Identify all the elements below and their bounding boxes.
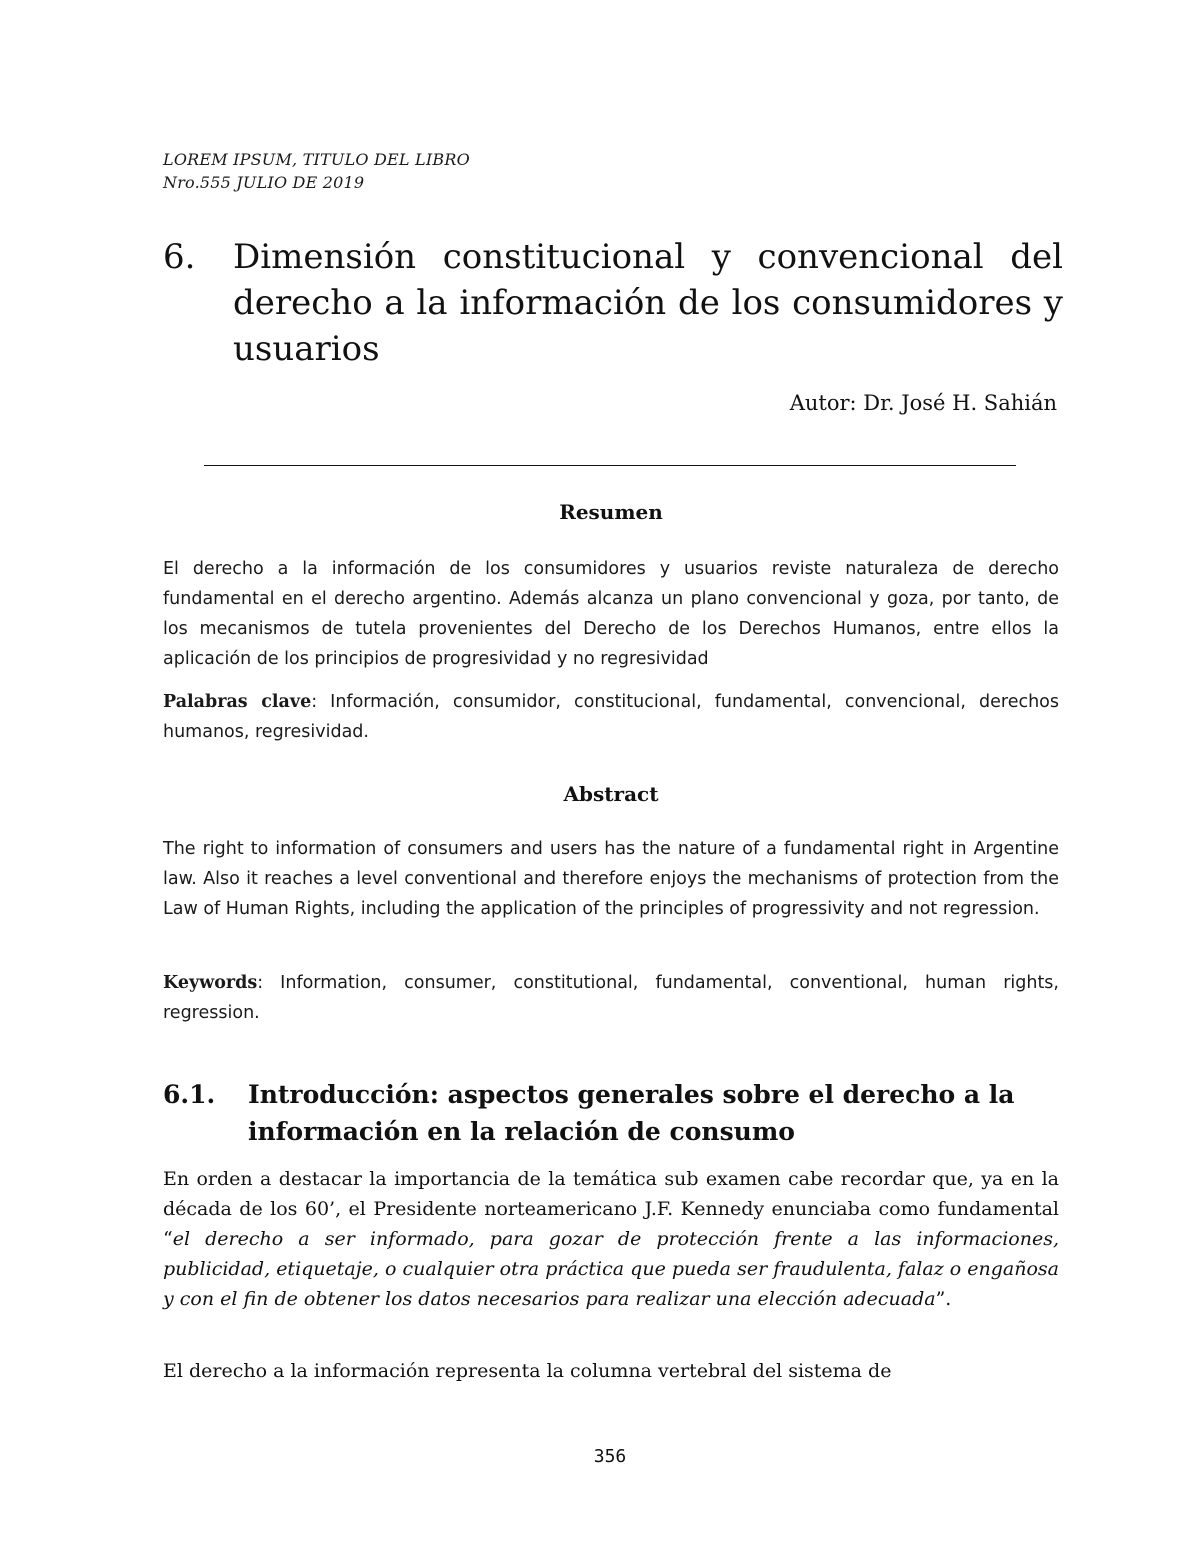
keywords-label-es: Palabras clave bbox=[163, 692, 312, 712]
issue-info: Nro.555 JULIO DE 2019 bbox=[163, 173, 365, 192]
resumen-keywords bbox=[163, 687, 1059, 747]
chapter-title-text: Dimensión constitucional y convencional del derecho a la información de los consumidores y usuarios bbox=[233, 237, 1063, 369]
abstract-keywords bbox=[163, 968, 1059, 1028]
abstract-heading: Abstract bbox=[563, 782, 659, 806]
paragraph-1-end: ”. bbox=[935, 1288, 952, 1310]
chapter-title bbox=[163, 234, 1063, 372]
kennedy-quote: el derecho a ser informado, para gozar de protección frente a las informaciones, publicidad, etiquetaje, o cualquier otra práctica que pueda ser fraudulenta, falaz o engañosa y con el fin de obtener los datos necesarios para realizar una elección adecuada bbox=[163, 1228, 1059, 1310]
author-line: Autor: Dr. José H. Sahián bbox=[789, 391, 1057, 415]
keywords-label-en: Keywords bbox=[163, 973, 258, 993]
section-title: Introducción: aspectos generales sobre el derecho a la información en la relación de consumo bbox=[248, 1080, 1015, 1146]
running-header bbox=[163, 148, 470, 194]
section-number: 6.1. bbox=[163, 1080, 216, 1109]
book-title: LOREM IPSUM, TITULO DEL LIBRO bbox=[163, 150, 470, 169]
body-paragraph-1 bbox=[163, 1164, 1059, 1314]
chapter-number: 6. bbox=[163, 237, 196, 277]
keywords-list-es: : Información, consumidor, constitucional, fundamental, convencional, derechos humanos, regresividad. bbox=[163, 692, 1059, 742]
section-heading bbox=[163, 1076, 1063, 1150]
body-paragraph-2: El derecho a la información representa la columna vertebral del sistema de bbox=[163, 1360, 892, 1382]
page-number: 356 bbox=[593, 1446, 627, 1467]
keywords-list-en: : Information, consumer, constitutional, fundamental, conventional, human rights, regression. bbox=[163, 973, 1059, 1023]
resumen-body: El derecho a la información de los consumidores y usuarios reviste naturaleza de derecho fundamental en el derecho argentino. Además alcanza un plano convencional y goza, por tanto, de los mecanismos de tutela provenientes del Derecho de los Derechos Humanos, entre ellos la aplicación de los principios de progresividad y no regresividad bbox=[163, 559, 1059, 669]
separator-rule bbox=[204, 465, 1016, 466]
paragraph-1-start: En orden a destacar la importancia de la temática sub examen cabe recordar que, ya en la década de los 60’, el Presidente norteamericano J.F. Kennedy enunciaba como fundamental “ bbox=[163, 1168, 1059, 1250]
abstract-body: The right to information of consumers and users has the nature of a fundamental right in Argentine law. Also it reaches a level conventional and therefore enjoys the mechanisms of protection from the Law of Human Rights, including the application of the principles of progressivity and not regression. bbox=[163, 839, 1059, 919]
resumen-heading: Resumen bbox=[559, 500, 663, 524]
